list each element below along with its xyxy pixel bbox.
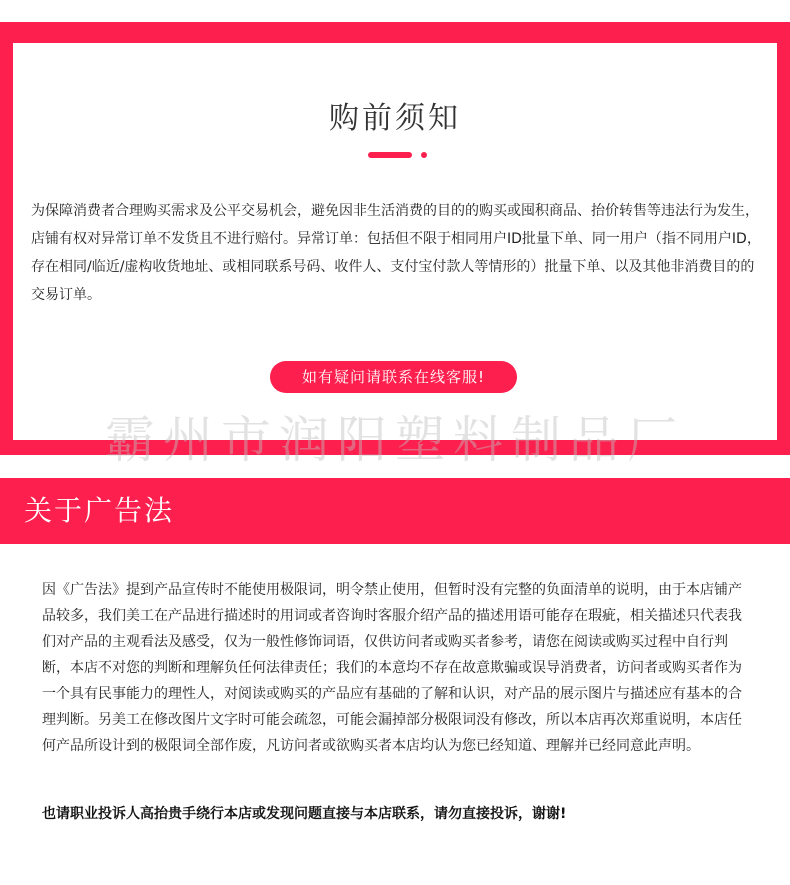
title-decoration — [13, 152, 777, 158]
ad-law-body-text: 因《广告法》提到产品宣传时不能使用极限词，明令禁止使用，但暂时没有完整的负面清单的说明，由于本店铺产品较多，我们美工在产品进行描述时的用词或者咨询时客服介绍产品的描述用语可能存在瑕疵，相关描述只代表我们对产品的主观看法及感受，仅为一般性修饰词语，仅供访问者或购买者参考，请您在阅读或购买过程中自行判断，本店不对您的判断和理解负任何法律责任；我们的本意均不存在故意欺骗或误导消费者，访问者或购买者作为一个具有民事能力的理性人，对阅读或购买的产品应有基础的了解和认识，对产品的展示图片与描述应有基本的合理判断。另美工在修改图片文字时可能会疏忽，可能会漏掉部分极限词没有修改，所以本店再次郑重说明，本店任何产品所设计到的极限词全部作废，凡访问者或欲购买者本店均认为您已经知道、理解并已经同意此声明。 — [42, 582, 742, 754]
contact-customer-service-button[interactable]: 如有疑问请联系在线客服! — [270, 361, 517, 393]
watermark-text: 霸州市润阳塑料制品厂 — [105, 411, 685, 469]
notice-title: 购前须知 — [329, 101, 461, 136]
ad-law-footer-text: 也请职业投诉人高抬贵手绕行本店或发现问题直接与本店联系，请勿直接投诉，谢谢! — [42, 806, 567, 822]
ad-law-banner — [0, 478, 790, 544]
decoration-bar — [368, 152, 412, 158]
notice-panel — [13, 43, 777, 440]
notice-frame — [0, 22, 790, 455]
decoration-dot — [421, 152, 427, 158]
ad-law-title: 关于广告法 — [24, 494, 175, 527]
notice-body-text: 为保障消费者合理购买需求及公平交易机会，避免因非生活消费的目的的购买或囤积商品、抬价转售等违法行为发生，店铺有权对异常订单不发货且不进行赔付。异常订单：包括但不限于相同用户ID批量下单、同一用户（指不同用户ID，存在相同/临近/虚构收货地址、或相同联系号码、收件人、支付宝付款人等情形的）批量下单、以及其他非消费目的的交易订单。 — [31, 203, 761, 303]
